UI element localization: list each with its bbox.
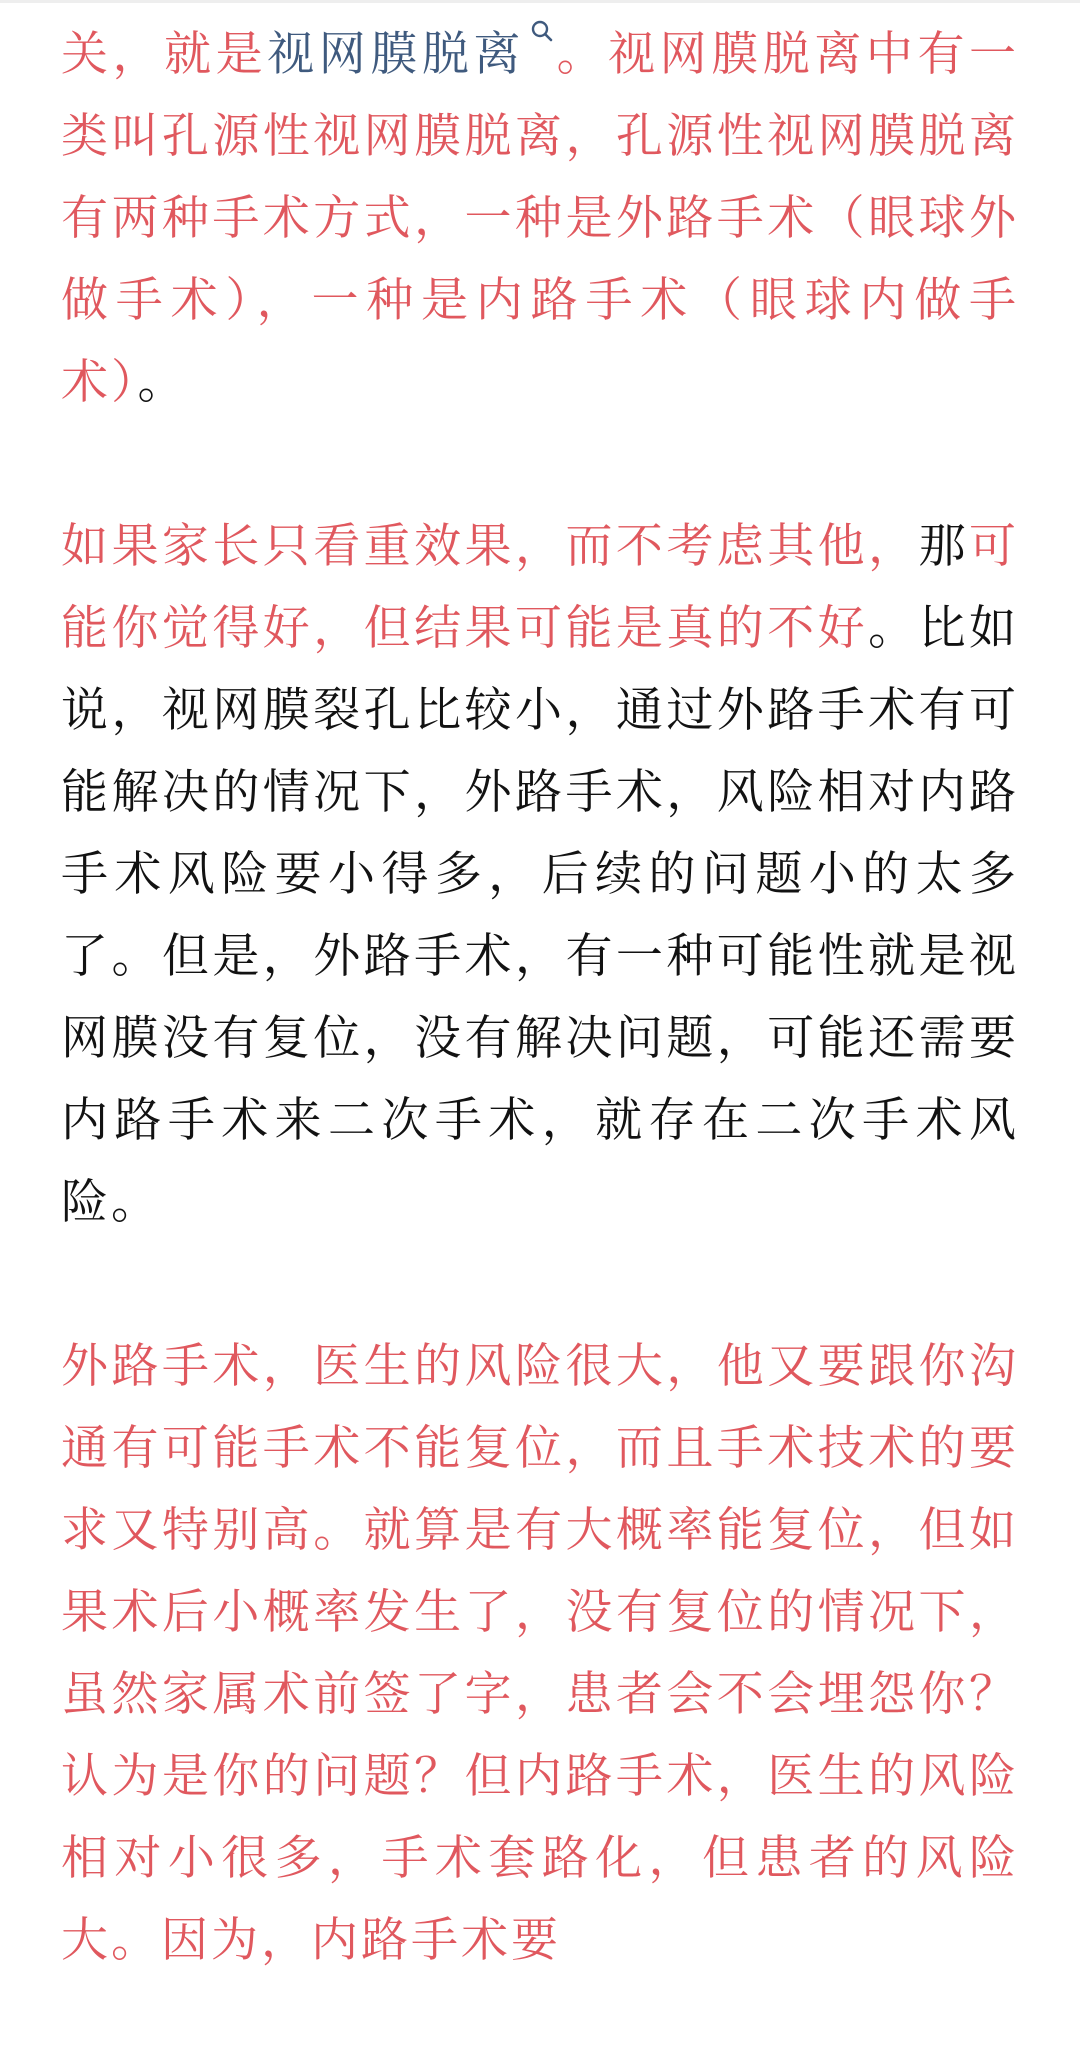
text-segment: 外路手术，医生的风险很大，他又要跟你沟通有可能手术不能复位，而且手术技术的要求又特别高。就算是有大概率能复位，但如果术后小概率发生了，没有复位的情况下，虽然家属术前签了字，患者会不会埋怨你？认为是你的问题？但内路手术，医生的风险相对小很多，手术套路化，但患者的风险大。因为，内路手术要 xyxy=(61,1339,1019,1968)
search-icon[interactable] xyxy=(529,18,555,44)
paragraph-2 xyxy=(61,506,1019,1244)
paragraph-3 xyxy=(61,1326,1019,1982)
article-body xyxy=(61,14,1019,2064)
paragraph-1 xyxy=(61,14,1019,424)
search-keyword-link[interactable] xyxy=(267,27,555,82)
text-segment: 。视网膜脱离中有一类叫孔源性视网膜脱离，孔源性视网膜脱离有两种手术方式，一种是外路手术（眼球外做手术），一种是内路手术（眼球内做手术） xyxy=(61,27,1020,410)
text-segment: 。比如说，视网膜裂孔比较小，通过外路手术有可能解决的情况下，外路手术，风险相对内路手术风险要小得多，后续的问题小的太多了。但是，外路手术，有一种可能性就是视网膜没有复位，没有解决问题，可能还需要内路手术来二次手术，就存在二次手术风险。 xyxy=(61,601,1020,1230)
text-segment: 如果家长只看重效果，而不考虑其他， xyxy=(61,519,919,574)
text-segment: 。 xyxy=(137,355,188,410)
text-segment: 关，就是 xyxy=(61,27,268,82)
text-segment: 可能你觉得好，但结果可能是真的不好 xyxy=(61,519,1020,656)
keyword-text[interactable]: 视网膜脱离 xyxy=(267,27,526,82)
top-divider xyxy=(0,0,1080,3)
text-segment: 那 xyxy=(918,519,970,574)
